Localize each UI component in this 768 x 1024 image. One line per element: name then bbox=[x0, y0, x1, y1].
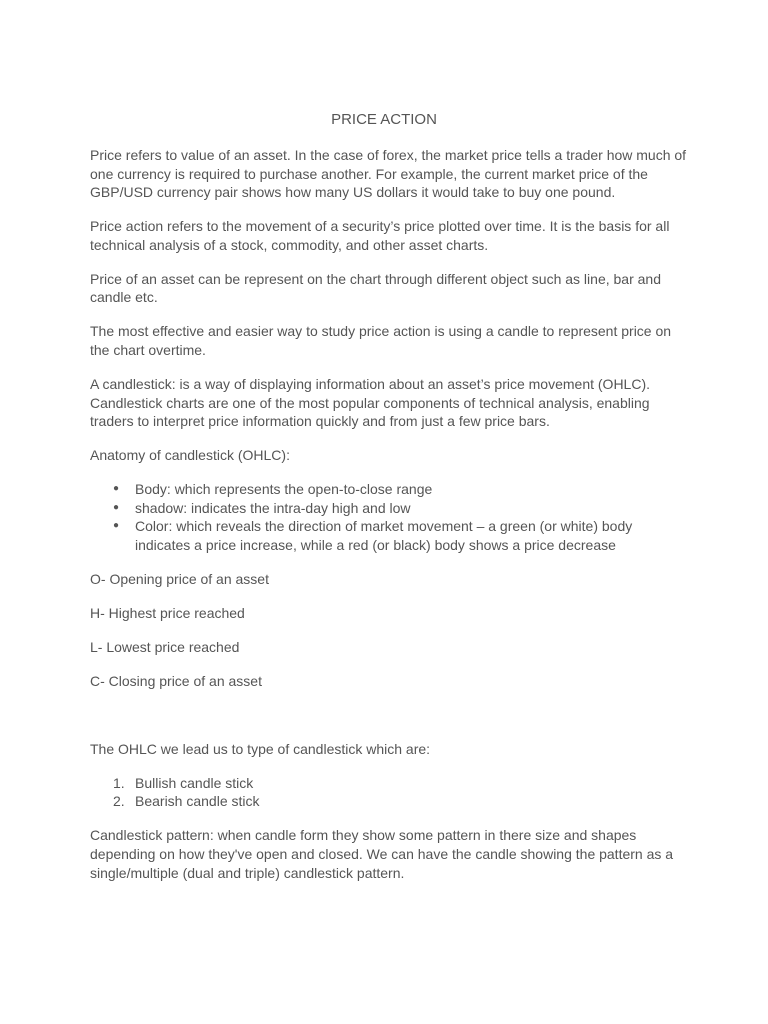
bullet-item-shadow: ● shadow: indicates the intra-day high and low bbox=[135, 499, 690, 518]
paragraph-candlestick-pattern: Candlestick pattern: when candle form they show some pattern in there size and shapes depending on how they've open and closed. We can have the candle showing the pattern as a single/multiple (dual and triple) candlestick pattern. bbox=[90, 827, 674, 881]
ohlc-definition-low: L- Lowest price reached bbox=[90, 638, 240, 655]
paragraph-candlestick-definition: A candlestick: is a way of displaying information about an asset’s price movement (OHLC). Candlestick charts are one of the most popular components of technical analysis, enabling traders to interpret price information quickly and from just a few price bars. bbox=[90, 375, 650, 430]
bullet-item-color: ● Color: which reveals the direction of market movement – a green (or white) body indicates a price increase, while a red (or black) body shows a price decrease bbox=[135, 517, 690, 554]
paragraph-anatomy-heading: Anatomy of candlestick (OHLC): bbox=[90, 447, 290, 464]
paragraph-types-intro: The OHLC we lead us to type of candlestick which are: bbox=[90, 740, 431, 757]
candlestick-types-list bbox=[90, 774, 690, 811]
list-number: 1. bbox=[113, 774, 125, 791]
blank-spacer bbox=[90, 706, 690, 740]
ohlc-definition-open: O- Opening price of an asset bbox=[90, 570, 269, 587]
list-item-text: Bearish candle stick bbox=[135, 793, 260, 810]
ohlc-definition-close: C- Closing price of an asset bbox=[90, 672, 262, 689]
list-number: 2. bbox=[113, 793, 125, 810]
list-item-bearish bbox=[113, 792, 690, 811]
ohlc-definition-high: H- Highest price reached bbox=[90, 604, 245, 621]
paragraph-price-definition: Price refers to value of an asset. In the case of forex, the market price tells a trader how much of one currency is required to purchase another. For example, the current market price of the GBP/USD currency pair shows how many US dollars it would take to buy one pound. bbox=[90, 147, 687, 201]
list-item-text: Bullish candle stick bbox=[135, 774, 254, 791]
list-item-bullish bbox=[113, 774, 690, 793]
document-title: PRICE ACTION bbox=[331, 111, 437, 128]
paragraph-candle-study: The most effective and easier way to study price action is using a candle to represent price on the chart overtime. bbox=[90, 323, 672, 358]
document-body bbox=[90, 146, 690, 898]
paragraph-price-action: Price action refers to the movement of a security’s price plotted over time. It is the basis for all technical analysis of a stock, commodity, and other asset charts. bbox=[90, 218, 670, 253]
anatomy-bullet-list bbox=[90, 480, 690, 554]
bullet-item-body: ● Body: which represents the open-to-close range bbox=[135, 480, 690, 499]
paragraph-representation: Price of an asset can be represent on the chart through different object such as line, bar and candle etc. bbox=[90, 270, 661, 306]
